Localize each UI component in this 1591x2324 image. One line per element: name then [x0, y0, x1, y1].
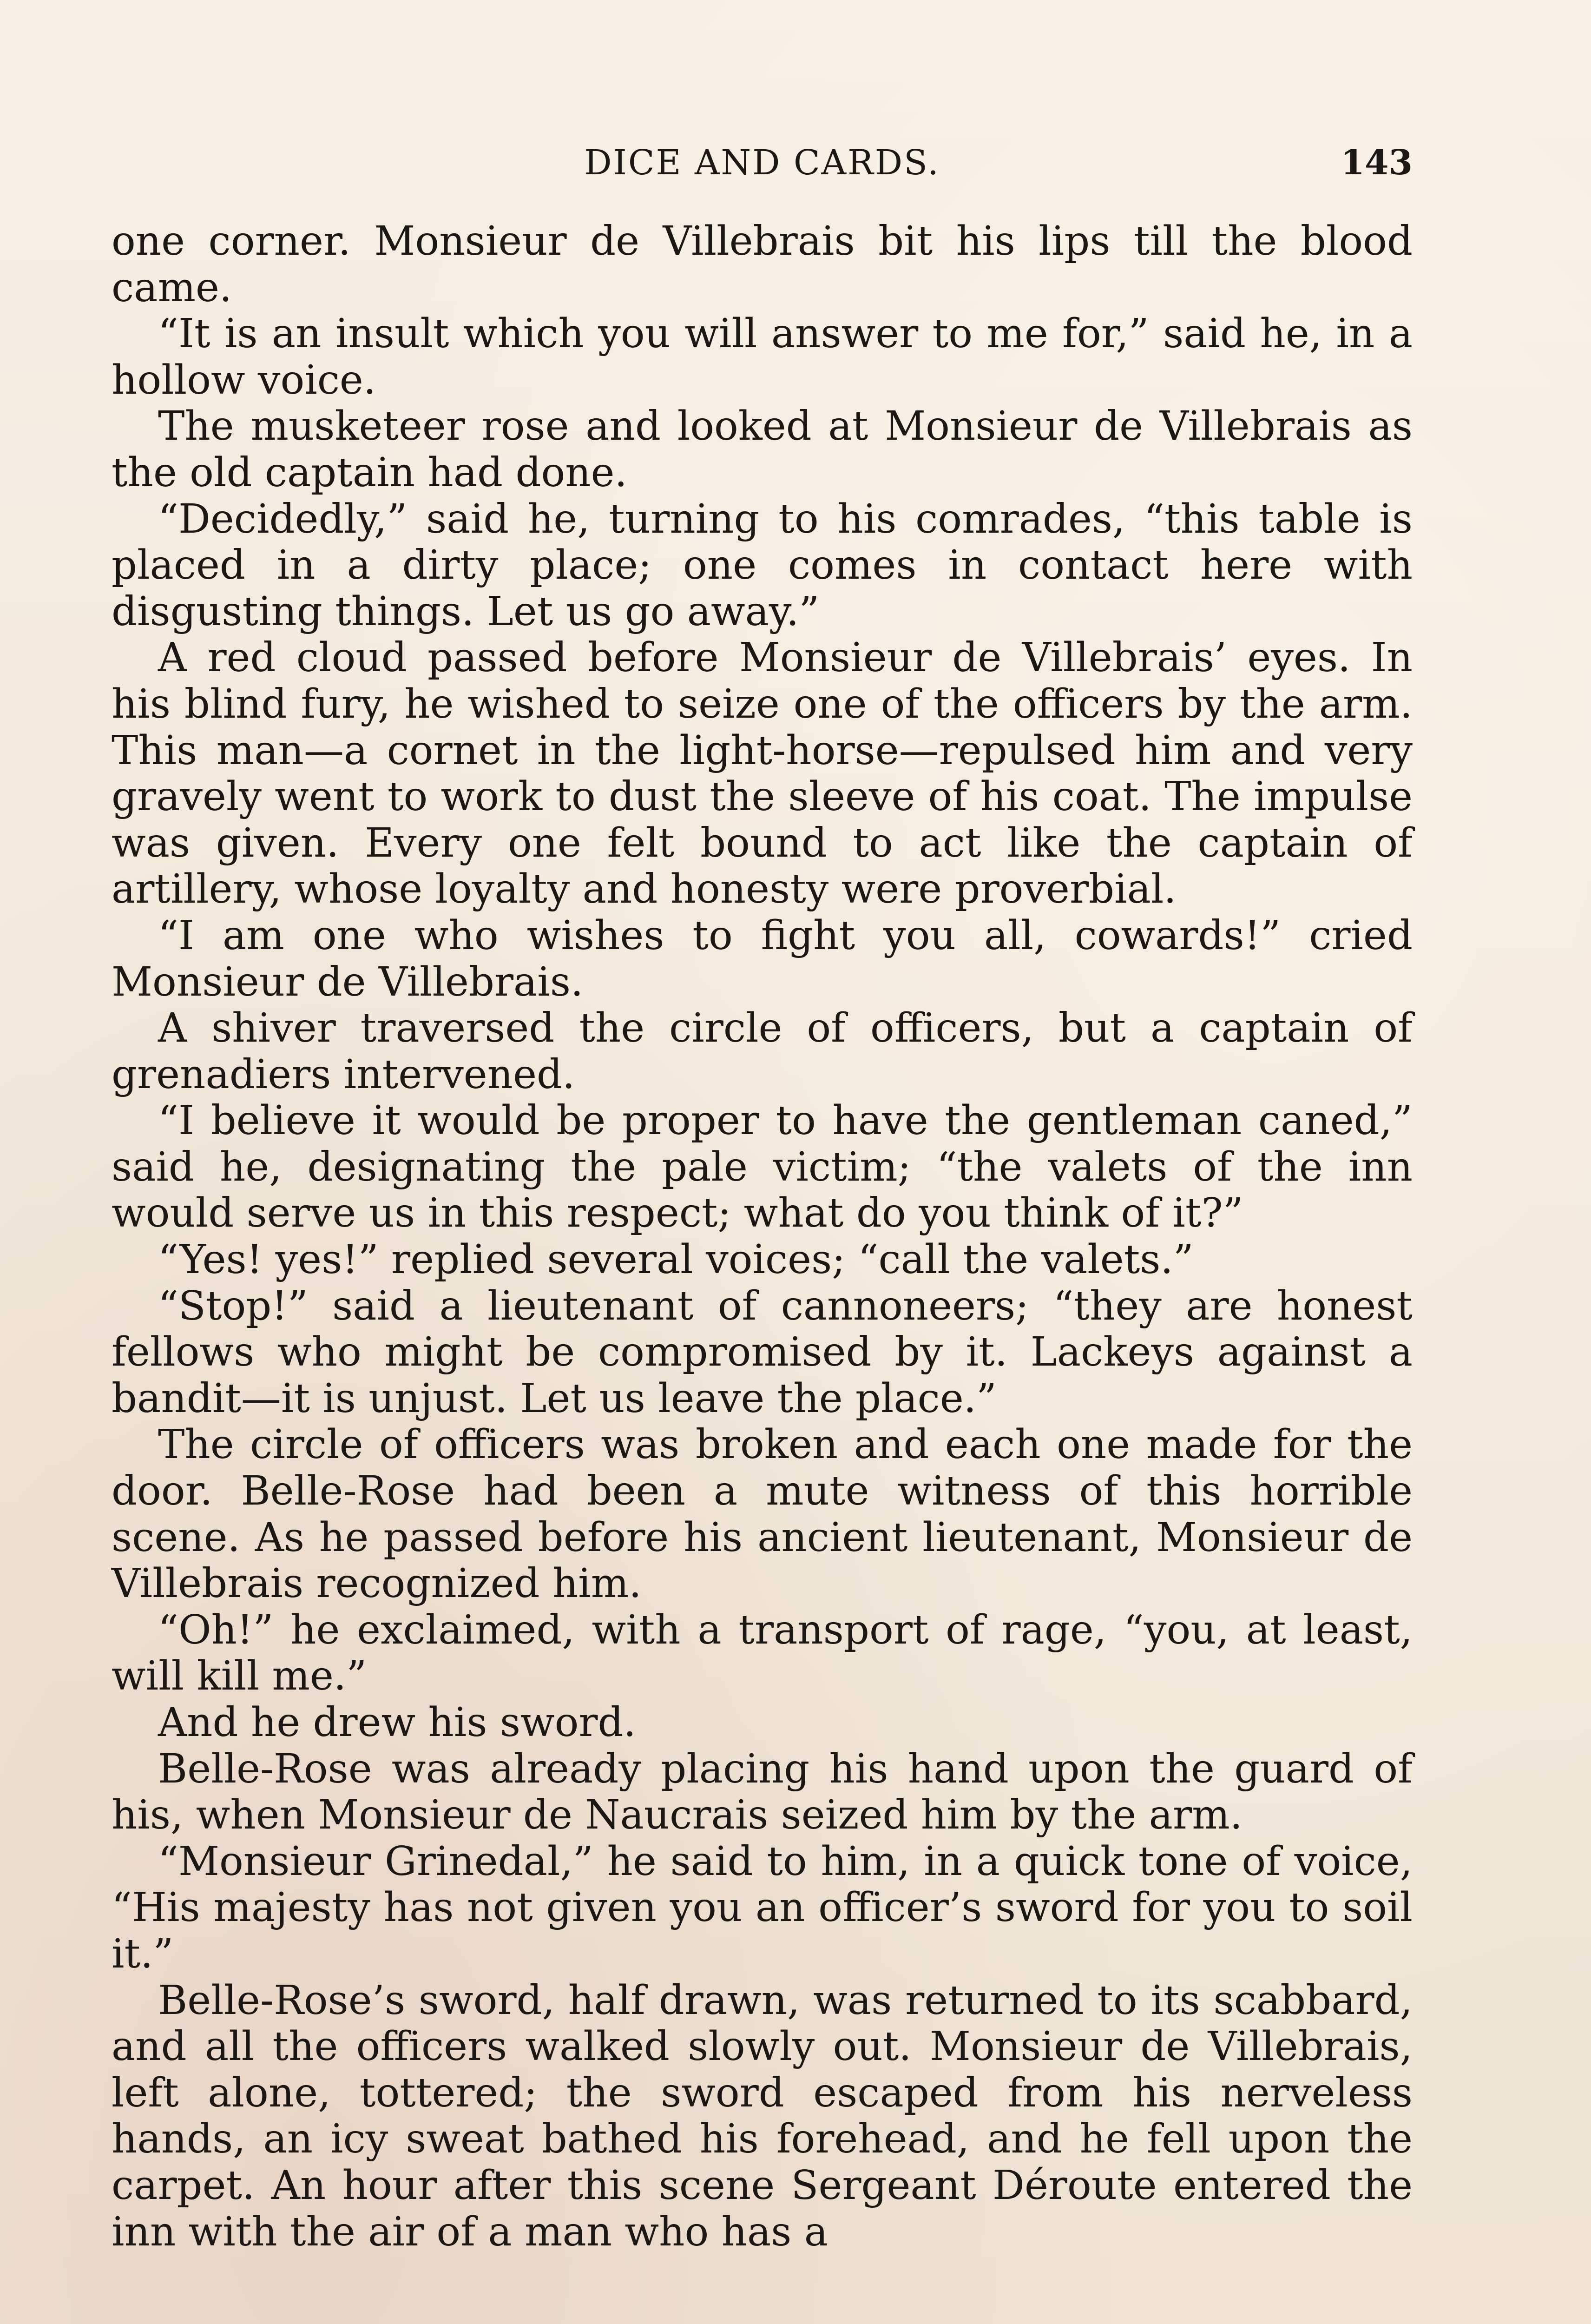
- paragraph: “Decidedly,” said he, turning to his comrades, “this table is placed in a dirty place; one comes in contact here with disgusting things. Let us go away.”: [112, 495, 1413, 635]
- paragraph: The musketeer rose and looked at Monsieur de Villebrais as the old captain had done.: [112, 403, 1413, 496]
- page-header: [112, 139, 1413, 186]
- paragraph: “Stop!” said a lieutenant of cannoneers; “they are honest fellows who might be compromised by it. Lackeys against a bandit—it is unjust. Let us leave the place.”: [112, 1282, 1413, 1422]
- paragraph: Belle-Rose was already placing his hand upon the guard of his, when Monsieur de Naucrais seized him by the arm.: [112, 1745, 1413, 1839]
- paragraph: “I am one who wishes to fight you all, cowards!” cried Monsieur de Villebrais.: [112, 912, 1413, 1005]
- paragraph: one corner. Monsieur de Villebrais bit his lips till the blood came.: [112, 218, 1413, 311]
- paragraph: A shiver traversed the circle of officers, but a captain of grenadiers intervened.: [112, 1005, 1413, 1098]
- paragraph: A red cloud passed before Monsieur de Villebrais’ eyes. In his blind fury, he wished to seize one of the officers by the arm. This man—a cornet in the light-horse—repulsed him and very gravely went to work to dust the sleeve of his coat. The impulse was given. Every one felt bound to act like the captain of artillery, whose loyalty and honesty were proverbial.: [112, 634, 1413, 913]
- paragraph: “I believe it would be proper to have the gentleman caned,” said he, designating the pale victim; “the valets of the inn would serve us in this respect; what do you think of it?”: [112, 1097, 1413, 1237]
- running-head: DICE AND CARDS.: [584, 143, 940, 183]
- page-number: 143: [1341, 143, 1413, 183]
- paragraph: And he drew his sword.: [158, 1699, 636, 1746]
- paragraph: Belle-Rose’s sword, half drawn, was returned to its scabbard, and all the officers walked slowly out. Monsieur de Villebrais, left alone, tottered; the sword escaped from his nerveless hands, an icy sweat bathed his forehead, and he fell upon the carpet. An hour after this scene Sergeant Déroute entered the inn with the air of a man who has a: [112, 1977, 1413, 2255]
- paragraph: “Monsieur Grinedal,” he said to him, in a quick tone of voice, “His majesty has not given you an officer’s sword for you to soil it.”: [112, 1838, 1413, 1977]
- body-text: [112, 218, 1413, 2255]
- paragraph: “Oh!” he exclaimed, with a transport of rage, “you, at least, will kill me.”: [112, 1606, 1413, 1700]
- paragraph: The circle of officers was broken and each one made for the door. Belle-Rose had been a mute witness of this horrible scene. As he passed before his ancient lieutenant, Monsieur de Villebrais recognized him.: [112, 1421, 1413, 1607]
- paragraph: “It is an insult which you will answer to me for,” said he, in a hollow voice.: [112, 310, 1413, 403]
- paragraph: “Yes! yes!” replied several voices; “call the valets.”: [158, 1236, 1194, 1283]
